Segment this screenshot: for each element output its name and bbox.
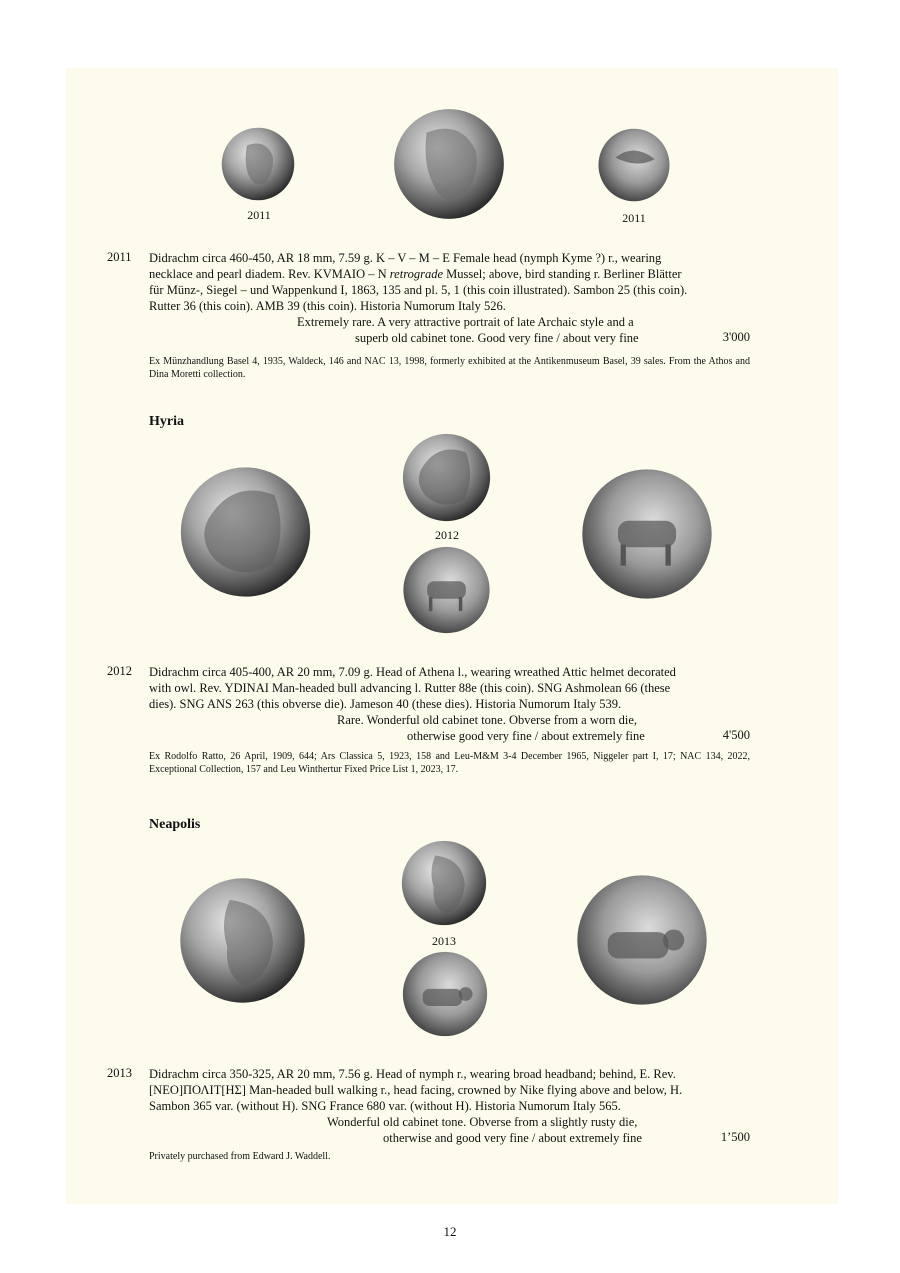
coin-2013-reverse (576, 873, 708, 1007)
grade-line: otherwise good very fine / about extremely fine (407, 729, 645, 743)
grade-line: Extremely rare. A very attractive portrait of late Archaic style and a (297, 315, 634, 329)
lot-number: 2012 (107, 664, 132, 678)
desc-line: Didrachm circa 460-450, AR 18 mm, 7.59 g. K – V – M – E Female head (nymph Kyme ?) r., wearing (149, 251, 662, 265)
desc-italic: retrograde (389, 267, 444, 281)
desc-line: dies). SNG ANS 263 (this obverse die). Jameson 40 (these dies). Historia Numorum Italy 539. (149, 697, 622, 711)
desc-line: für Münz-, Siegel – und Wappenkund I, 1863, 135 and pl. 5, 1 (this coin illustrated). Sambon 25 (this coin). (149, 283, 688, 297)
desc-text: Mussel; above, bird standing r. Berliner Blätter (443, 267, 682, 281)
coin-2012-obverse (178, 466, 313, 598)
desc-line: with owl. Rev. YDINAI Man-headed bull advancing l. Rutter 88e (this coin). SNG Ashmolean 66 (these (149, 681, 671, 695)
section-title-hyria: Hyria (149, 414, 184, 429)
lot-estimate: 3'000 (722, 330, 750, 344)
grade-line: superb old cabinet tone. Good very fine / about very fine (355, 331, 639, 345)
coin-2011-obverse (388, 108, 510, 220)
lot-number: 2011 (107, 250, 132, 264)
lot-estimate: 1’500 (720, 1130, 750, 1144)
lot-description (149, 664, 750, 712)
section-title-neapolis: Neapolis (149, 817, 201, 832)
lot-number: 2013 (107, 1066, 132, 1080)
lot-provenance: Ex Rodolfo Ratto, 26 April, 1909, 644; Ars Classica 5, 1923, 158 and Leu-M&M 3-4 December 1965, Niggeler part I, 17; NAC 134, 2022, Exceptional Collection, 157 and Leu Winthertur Fixed Price List 1, 2023, 17. (149, 751, 750, 775)
coin-2011-obverse-enlarged (219, 127, 297, 201)
coin-2013-obverse-enlarged (400, 840, 488, 926)
coin-2012-reverse-enlarged (401, 546, 492, 634)
desc-line: Sambon 365 var. (without H). SNG France 680 var. (without H). Historia Numorum Italy 565. (149, 1099, 621, 1113)
desc-line: [ΝΕΟ]ΠΟΛΙΤ[ΗΣ] Man-headed bull walking r., head facing, crowned by Nike flying above and below, H. (149, 1083, 683, 1097)
desc-line: Didrachm circa 405-400, AR 20 mm, 7.09 g. Head of Athena l., wearing wreathed Attic helmet decorated (149, 665, 676, 679)
grade-line: otherwise and good very fine / about extremely fine (383, 1131, 642, 1145)
coin-caption: 2011 (247, 208, 271, 222)
page-number: 12 (443, 1224, 457, 1239)
lot-estimate: 4'500 (722, 728, 750, 742)
desc-line: Didrachm circa 350-325, AR 20 mm, 7.56 g. Head of nymph r., wearing broad headband; behind, E. Rev. (149, 1067, 676, 1081)
lot-description (149, 1066, 750, 1114)
coin-caption: 2013 (432, 934, 456, 948)
coin-2013-obverse (179, 876, 306, 1005)
desc-text: necklace and pearl diadem. Rev. KVMAIO – N (149, 267, 387, 281)
coin-2012-obverse-enlarged (401, 433, 492, 522)
desc-line (149, 266, 750, 282)
grade-line: Wonderful old cabinet tone. Obverse from a slightly rusty die, (327, 1115, 638, 1129)
coin-2013-reverse-enlarged (402, 950, 488, 1038)
lot-description (149, 250, 750, 314)
lot-provenance: Privately purchased from Edward J. Waddell. (149, 1151, 331, 1162)
coin-caption: 2011 (622, 211, 646, 225)
lot-provenance: Ex Münzhandlung Basel 4, 1935, Waldeck, 146 and NAC 13, 1998, formerly exhibited at the Antikenmuseum Basel, 39 sales. From the Athos and Dina Moretti collection. (149, 356, 750, 380)
coin-2012-reverse (581, 467, 713, 601)
coin-caption: 2012 (435, 528, 459, 542)
coin-2011-reverse (597, 125, 671, 205)
grade-line: Rare. Wonderful old cabinet tone. Obverse from a worn die, (337, 713, 638, 727)
desc-line: Rutter 36 (this coin). AMB 39 (this coin). Historia Numorum Italy 526. (149, 299, 506, 313)
